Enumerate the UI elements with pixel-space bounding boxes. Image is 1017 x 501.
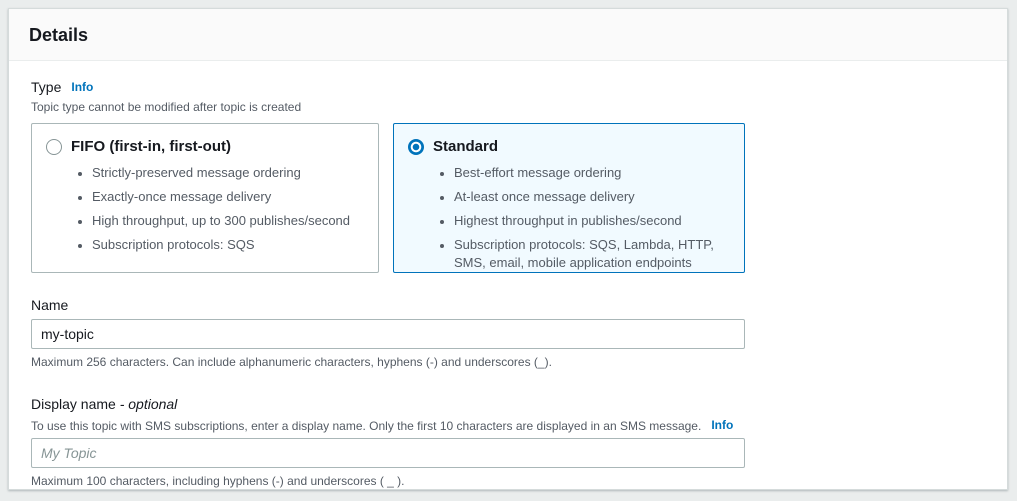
name-hint: Maximum 256 characters. Can include alphanumeric characters, hyphens (-) and underscores (_). [31, 355, 552, 369]
standard-radio-icon[interactable] [408, 139, 424, 155]
panel-header [9, 9, 1007, 61]
type-label: Type [31, 79, 62, 95]
fifo-tile[interactable] [31, 123, 379, 273]
tile-bullet: • Strictly-preserved message ordering [92, 164, 364, 182]
fifo-tile-title: FIFO (first-in, first-out) [71, 138, 231, 155]
tile-bullet: • Subscription protocols: SQS [92, 236, 364, 254]
tile-bullet: • High throughput, up to 300 publishes/second [92, 212, 364, 230]
topic-type-tiles [31, 123, 745, 273]
display-name-description: To use this topic with SMS subscriptions, enter a display name. Only the first 10 characters are displayed in an SMS message. [31, 419, 702, 433]
standard-bullet-list [408, 164, 730, 272]
fifo-radio-icon[interactable] [46, 139, 62, 155]
display-name-info-link[interactable]: Info [711, 418, 734, 432]
tile-bullet: • Highest throughput in publishes/second [454, 212, 730, 230]
display-name-field [31, 394, 745, 489]
panel-body [9, 61, 1007, 490]
name-label: Name [31, 297, 69, 313]
type-description: Topic type cannot be modified after topic is created [31, 100, 302, 114]
display-name-label-text: Display name [31, 396, 120, 412]
tile-bullet: • Best-effort message ordering [454, 164, 730, 182]
display-name-hint: Maximum 100 characters, including hyphens (-) and underscores ( _ ). [31, 474, 405, 488]
type-field [31, 77, 987, 273]
panel-title: Details [29, 25, 89, 45]
display-name-label [31, 394, 745, 414]
tile-bullet: • At-least once message delivery [454, 188, 730, 206]
display-name-input[interactable] [31, 438, 745, 468]
tile-bullet: • Subscription protocols: SQS, Lambda, HTTP, SMS, email, mobile application endpoints [454, 236, 730, 272]
tile-bullet: • Exactly-once message delivery [92, 188, 364, 206]
type-info-link[interactable]: Info [71, 80, 94, 94]
name-field [31, 295, 745, 370]
details-panel [8, 8, 1008, 490]
standard-tile[interactable] [393, 123, 745, 273]
fifo-bullet-list [46, 164, 364, 254]
display-name-description-row [31, 417, 745, 434]
standard-tile-title: Standard [433, 138, 499, 155]
name-input[interactable] [31, 319, 745, 349]
display-name-optional-text: - optional [119, 396, 178, 412]
